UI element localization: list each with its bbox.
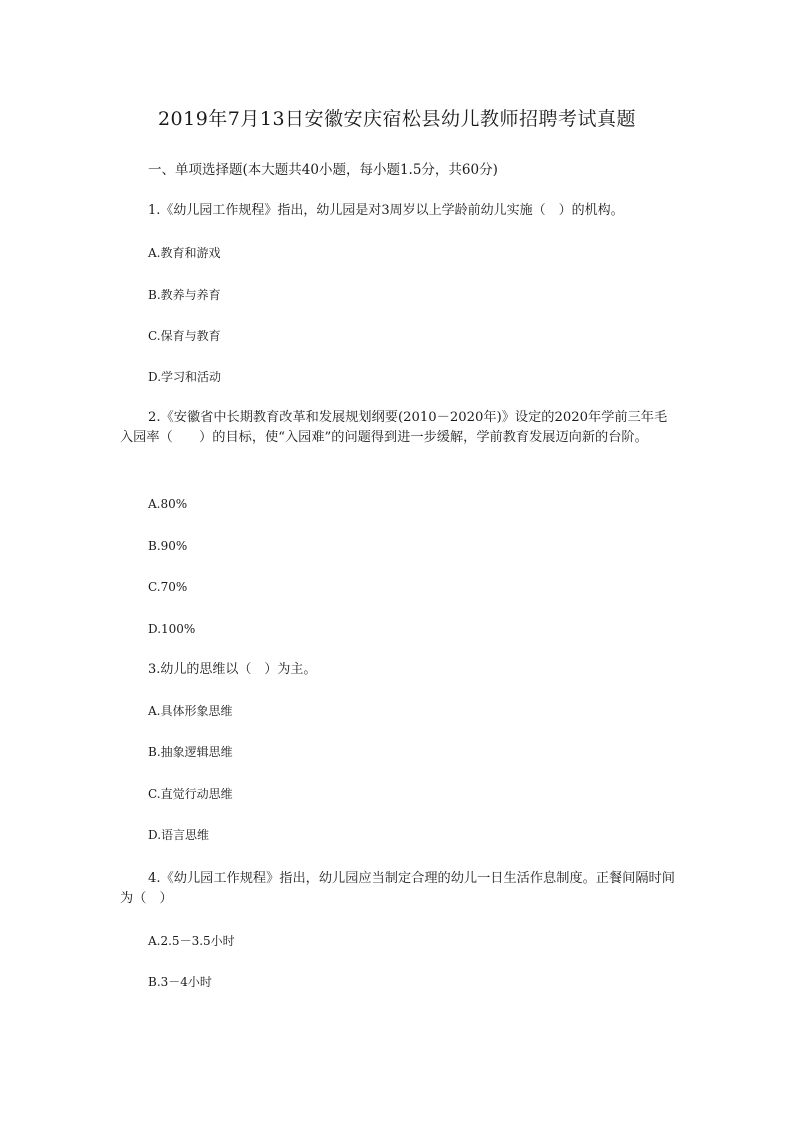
answer-option: A.2.5－3.5小时 [148,934,235,948]
answer-option: C.70% [148,580,188,594]
answer-option: C.直觉行动思维 [148,787,233,801]
answer-option: A.80% [148,497,188,511]
answer-option: A.教育和游戏 [148,246,221,260]
question-stem: 4.《幼儿园工作规程》指出，幼儿园应当制定合理的幼儿一日生活作息制度。正餐间隔时间为（ ） [120,871,675,906]
question-stem: 1.《幼儿园工作规程》指出，幼儿园是对3周岁以上学龄前幼儿实施（ ）的机构。 [148,203,624,218]
answer-option: D.学习和活动 [148,370,222,384]
answer-option: C.保育与教育 [148,329,221,343]
question-stem: 3.幼儿的思维以（ ）为主。 [148,662,317,677]
page-title: 2019年7月13日安徽安庆宿松县幼儿教师招聘考试真题 [157,108,637,130]
answer-option: B.3－4小时 [148,975,212,989]
answer-option: B.90% [148,539,188,553]
section-heading: 一、单项选择题(本大题共40小题，每小题1.5分，共60分) [148,162,498,178]
answer-option: B.教养与养育 [148,288,221,302]
answer-option: D.100% [148,622,196,636]
answer-option: A.具体形象思维 [148,704,233,718]
answer-option: D.语言思维 [148,828,210,842]
answer-option: B.抽象逻辑思维 [148,745,233,759]
question-stem: 2.《安徽省中长期教育改革和发展规划纲要(2010－2020年)》设定的2020年学前三年毛入园率（ ）的目标，使“入园难”的问题得到进一步缓解，学前教育发展迈向新的台阶。 [120,410,668,445]
